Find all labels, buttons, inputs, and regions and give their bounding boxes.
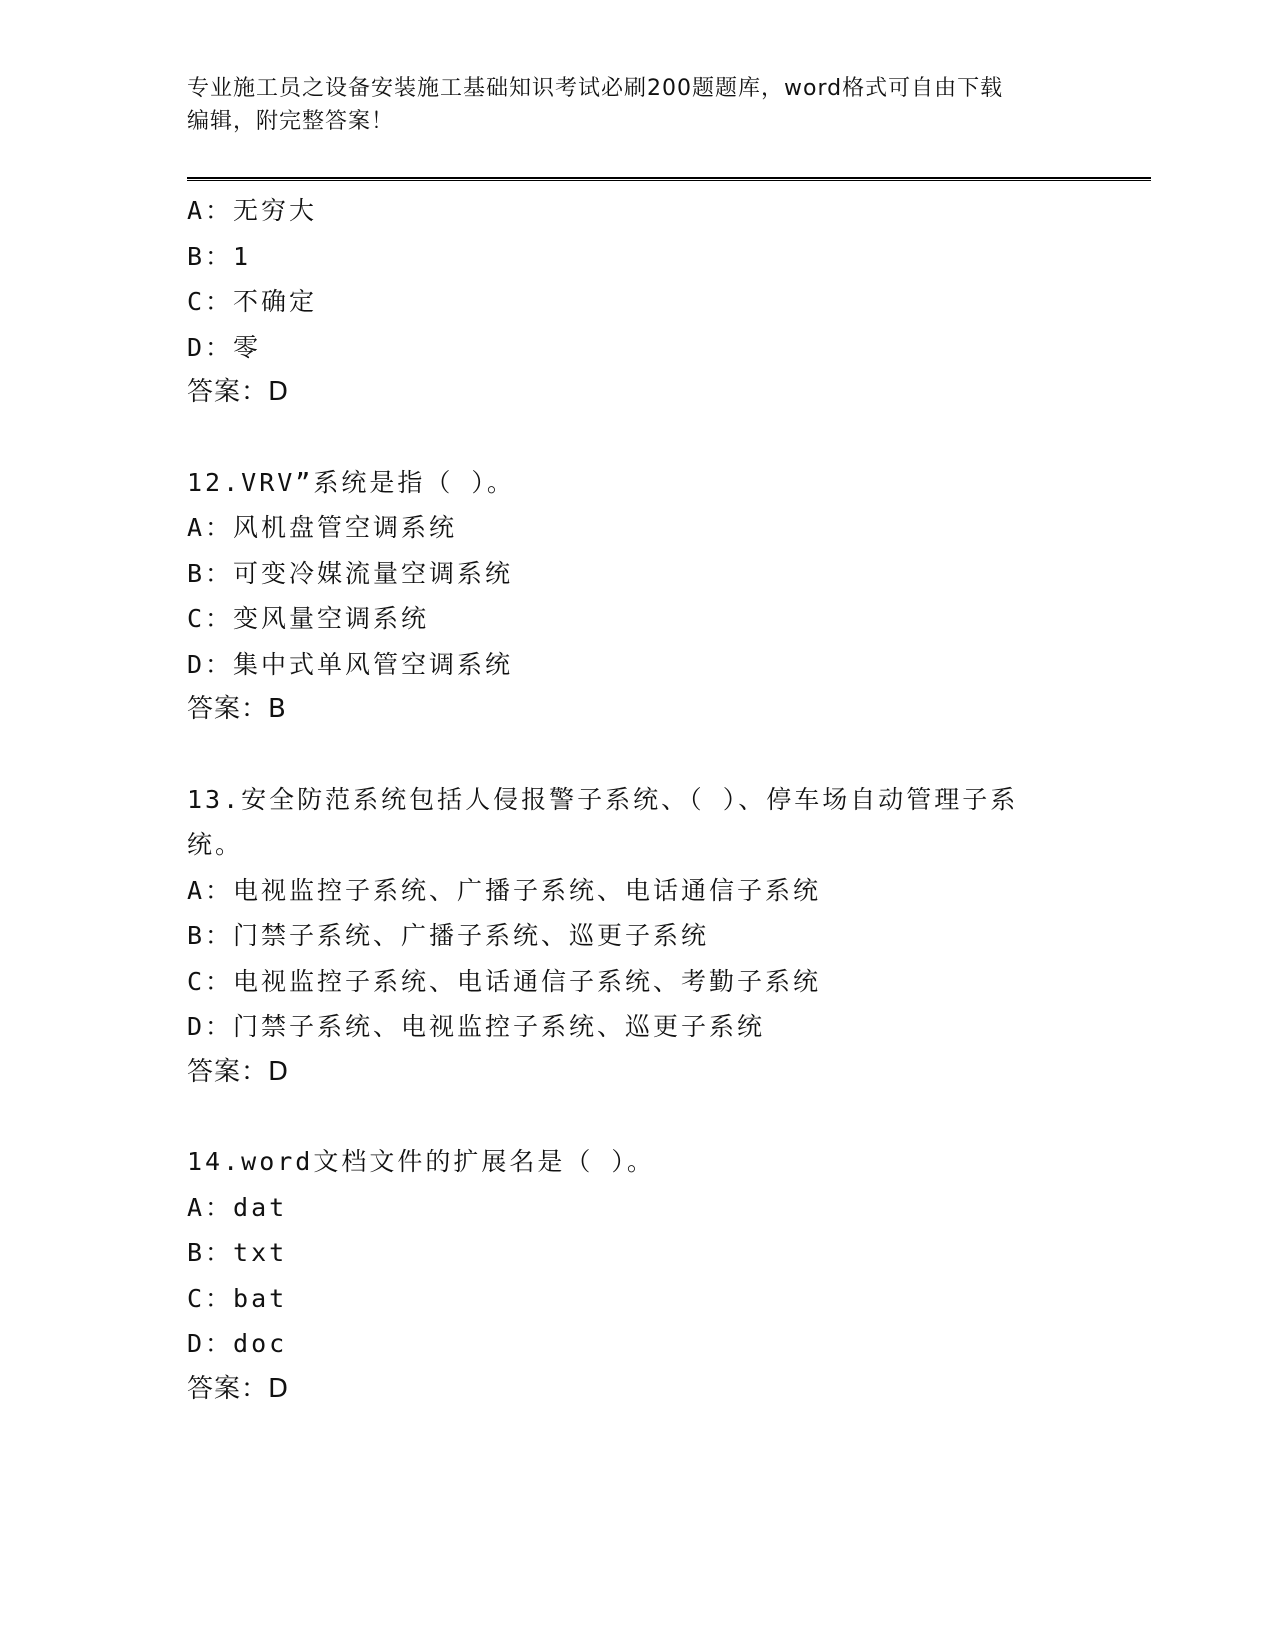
option-d: D：零 [187, 332, 262, 362]
header-title-line1: 专业施工员之设备安装施工基础知识考试必刷200题题库，word格式可自由下载 [187, 76, 1004, 101]
answer-label: 答案：D [187, 377, 290, 407]
option-a: A：无穷大 [187, 196, 318, 225]
option-d: D：doc [187, 1329, 288, 1358]
question-text-continued: 统。 [187, 830, 244, 859]
question-text: 12.VRV”系统是指（ ）。 [187, 467, 515, 497]
document-header [187, 72, 1087, 138]
option-a: A：dat [187, 1192, 288, 1222]
option-c: C：bat [187, 1283, 288, 1313]
option-b: B：可变冷媒流量空调系统 [187, 558, 514, 588]
option-b: B：1 [187, 241, 252, 271]
question-text: 13.安全防范系统包括人侵报警子系统、（ ）、停车场自动管理子系 [187, 784, 1019, 814]
option-a: A：风机盘管空调系统 [187, 513, 458, 542]
option-d: D：门禁子系统、电视监控子系统、巡更子系统 [187, 1012, 766, 1041]
answer-label: 答案：D [187, 1056, 290, 1087]
spacer [187, 416, 1087, 460]
question-block-11 [187, 188, 1087, 416]
question-list [187, 188, 1087, 1412]
option-c: C：变风量空调系统 [187, 604, 430, 633]
option-a: A：电视监控子系统、广播子系统、电话通信子系统 [187, 875, 822, 905]
question-block-14 [187, 1139, 1087, 1412]
question-text: 14.word文档文件的扩展名是（ ）。 [187, 1147, 655, 1176]
answer-label: 答案：B [187, 694, 287, 724]
header-title-line2: 编辑，附完整答案！ [187, 109, 395, 134]
option-b: B：txt [187, 1238, 288, 1267]
header-divider [187, 177, 1151, 181]
question-block-13 [187, 777, 1087, 1096]
option-c: C：电视监控子系统、电话通信子系统、考勤子系统 [187, 966, 822, 996]
answer-label: 答案：D [187, 1373, 290, 1404]
option-d: D：集中式单风管空调系统 [187, 649, 514, 679]
question-block-12 [187, 460, 1087, 733]
option-b: B：门禁子系统、广播子系统、巡更子系统 [187, 921, 710, 950]
option-c: C：不确定 [187, 287, 318, 316]
spacer [187, 733, 1087, 777]
spacer [187, 1095, 1087, 1139]
